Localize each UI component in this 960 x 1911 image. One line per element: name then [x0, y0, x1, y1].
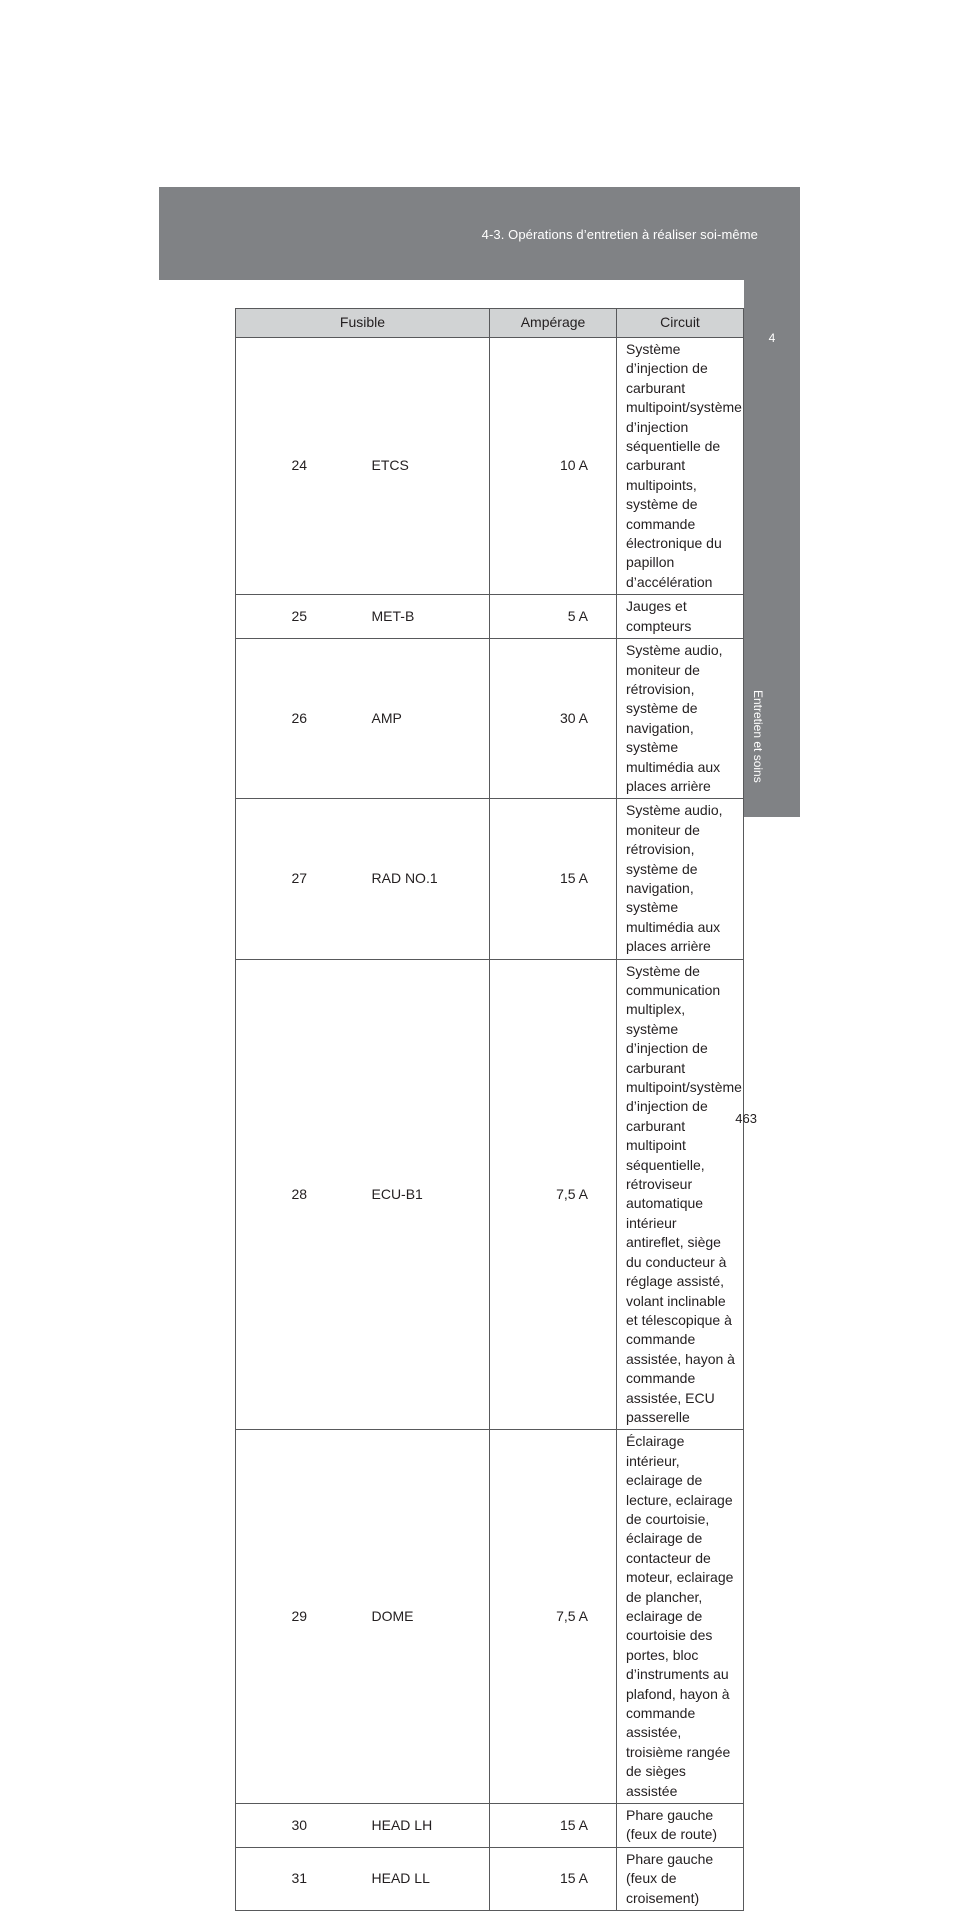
fuse-number: 28 — [236, 959, 363, 1430]
fuse-name: MET-B — [363, 595, 490, 639]
section-title: 4-3. Opérations d’entretien à réaliser soi-même — [481, 227, 758, 242]
chapter-label: Entretien et soins — [751, 690, 765, 783]
fuse-number: 29 — [236, 1430, 363, 1804]
fuse-circuit: Système de communication multiplex, système d’injection de carburant multipoint/système d’injection de carburant multipoint séquentielle, rétroviseur automatique intérieur antireflet, siège du conducteur à réglage assisté, volant inclinable et télescopique à commande assistée, hayon à commande assistée, ECU passerelle — [617, 959, 744, 1430]
fuse-number: 27 — [236, 799, 363, 959]
fuse-amperage: 15 A — [490, 1804, 617, 1848]
fuse-name: DOME — [363, 1430, 490, 1804]
column-header-fuse: Fusible — [236, 309, 490, 338]
page-number: 463 — [735, 1111, 757, 1126]
table-row — [236, 1847, 744, 1910]
fuse-number: 30 — [236, 1804, 363, 1848]
fuse-amperage: 5 A — [490, 595, 617, 639]
fuse-number: 25 — [236, 595, 363, 639]
fuse-circuit: Système audio, moniteur de rétrovision, système de navigation, système multimédia aux places arrière — [617, 799, 744, 959]
table-row — [236, 959, 744, 1430]
fuse-amperage: 15 A — [490, 799, 617, 959]
fuse-amperage: 30 A — [490, 639, 617, 799]
fuse-table — [235, 308, 744, 1911]
fuse-amperage: 10 A — [490, 338, 617, 595]
fuse-amperage: 7,5 A — [490, 1430, 617, 1804]
column-header-amperage: Ampérage — [490, 309, 617, 338]
fuse-circuit: Phare gauche (feux de route) — [617, 1804, 744, 1848]
fuse-name: AMP — [363, 639, 490, 799]
fuse-circuit: Jauges et compteurs — [617, 595, 744, 639]
fuse-amperage: 7,5 A — [490, 959, 617, 1430]
fuse-number: 24 — [236, 338, 363, 595]
chapter-side-tab — [744, 280, 800, 817]
fuse-name: HEAD LL — [363, 1847, 490, 1910]
fuse-name: HEAD LH — [363, 1804, 490, 1848]
section-header-band — [159, 187, 800, 280]
fuse-name: ETCS — [363, 338, 490, 595]
fuse-circuit: Système audio, moniteur de rétrovision, système de navigation, système multimédia aux places arrière — [617, 639, 744, 799]
fuse-circuit: Éclairage intérieur, eclairage de lecture, eclairage de courtoisie, éclairage de contacteur de moteur, eclairage de plancher, eclairage de courtoisie des portes, bloc d’instruments au plafond, hayon à commande assistée, troisième rangée de sièges assistée — [617, 1430, 744, 1804]
fuse-number: 31 — [236, 1847, 363, 1910]
table-row — [236, 1430, 744, 1804]
table-row — [236, 639, 744, 799]
fuse-name: RAD NO.1 — [363, 799, 490, 959]
table-row — [236, 338, 744, 595]
fuse-number: 26 — [236, 639, 363, 799]
fuse-circuit: Système d’injection de carburant multipoint/système d’injection séquentielle de carburant multipoints, système de commande électronique du papillon d’accélération — [617, 338, 744, 595]
fuse-amperage: 15 A — [490, 1847, 617, 1910]
table-row — [236, 799, 744, 959]
table-row — [236, 595, 744, 639]
chapter-number: 4 — [768, 331, 776, 345]
table-header-row — [236, 309, 744, 338]
fuse-circuit: Phare gauche (feux de croisement) — [617, 1847, 744, 1910]
fuse-name: ECU-B1 — [363, 959, 490, 1430]
column-header-circuit: Circuit — [617, 309, 744, 338]
table-row — [236, 1804, 744, 1848]
